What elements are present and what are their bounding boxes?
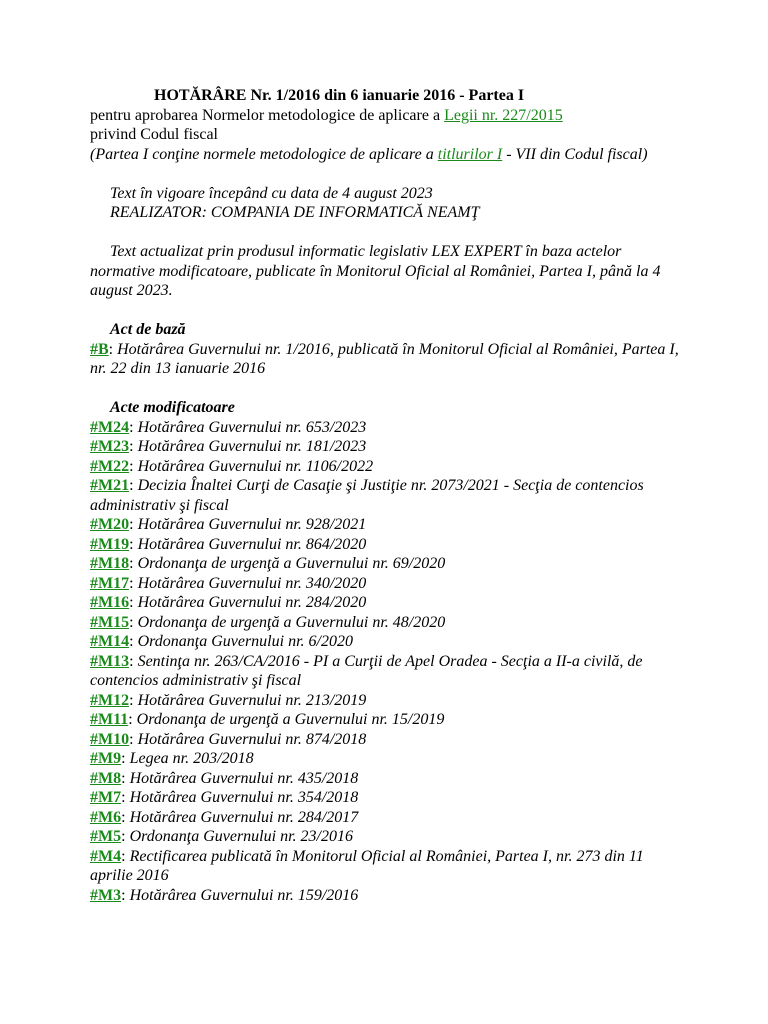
amending-act-entry: #M8: Hotărârea Guvernului nr. 435/2018 — [90, 769, 359, 787]
amending-act-text: Hotărârea Guvernului nr. 354/2018 — [129, 789, 359, 806]
amending-act-entry: #M7: Hotărârea Guvernului nr. 354/2018 — [90, 789, 359, 806]
amending-act-text: Hotărârea Guvernului nr. 284/2020 — [137, 594, 367, 611]
amending-acts-heading: Acte modificatoare — [110, 399, 235, 416]
amending-act-tag-link[interactable]: #M3 — [90, 886, 122, 904]
amending-act-tag-link[interactable]: #M11 — [90, 711, 129, 728]
amending-act-text: Hotărârea Guvernului nr. 653/2023 — [137, 418, 367, 436]
amending-act-text: Hotărârea Guvernului nr. 181/2023 — [137, 438, 367, 455]
base-act-heading: Act de bază — [110, 321, 186, 338]
amending-act-text: Ordonanţa Guvernului nr. 6/2020 — [137, 633, 353, 650]
base-act-entry: #B: Hotărârea Guvernului nr. 1/2016, publicată în Monitorul Oficial al României, Partea I, nr. 22 din 13 ianuarie 2016 — [90, 340, 679, 377]
document-note: (Partea I conţine normele metodologice de aplicare a titlurilor I - VII din Codul fiscal) — [90, 145, 648, 163]
amending-act-tag-link[interactable]: #M5 — [90, 828, 122, 845]
amending-act-text: Hotărârea Guvernului nr. 1106/2022 — [137, 457, 374, 475]
amending-act-entry: #M13: Sentinţa nr. 263/CA/2016 - PI a Curţii de Apel Oradea - Secţia a II-a civilă, de contencios administrativ şi fiscal — [90, 652, 643, 689]
document-title: HOTĂRÂRE Nr. 1/2016 din 6 ianuarie 2016 - Partea I — [154, 87, 525, 104]
amending-act-text: Decizia Înaltei Curţi de Casaţie şi Justiţie nr. 2073/2021 - Secţia de contencios administrativ şi fiscal — [90, 477, 644, 514]
amending-act-text: Hotărârea Guvernului nr. 874/2018 — [137, 730, 367, 748]
amending-act-text: Hotărârea Guvernului nr. 159/2016 — [129, 886, 359, 904]
titles-link[interactable]: titlurilor I — [437, 145, 503, 163]
amending-act-text: Hotărârea Guvernului nr. 340/2020 — [137, 574, 367, 592]
amending-act-tag-link[interactable]: #M8 — [90, 769, 122, 787]
amending-act-tag-link[interactable]: #M17 — [90, 574, 130, 592]
amending-act-tag-link[interactable]: #M6 — [90, 808, 122, 826]
producer-notice: REALIZATOR: COMPANIA DE INFORMATICĂ NEAMŢ — [110, 204, 480, 221]
amending-act-entry: #M24: Hotărârea Guvernului nr. 653/2023 — [90, 418, 367, 436]
amending-act-text: Ordonanţa de urgenţă a Guvernului nr. 15/2019 — [136, 711, 445, 728]
amending-act-tag-link[interactable]: #M12 — [90, 691, 130, 709]
amending-act-entry: #M5: Ordonanţa Guvernului nr. 23/2016 — [90, 828, 353, 845]
amending-act-entry: #M15: Ordonanţa de urgenţă a Guvernului nr. 48/2020 — [90, 613, 446, 631]
update-notice: Text actualizat prin produsul informatic legislativ LEX EXPERT în baza actelor normative modificatoare, publicate în Monitorul Oficial al României, Partea I, până la 4 august 2023. — [90, 243, 661, 299]
document-purpose-continued: privind Codul fiscal — [90, 126, 218, 143]
amending-act-tag-link[interactable]: #M24 — [90, 418, 130, 436]
amending-act-tag-link[interactable]: #M22 — [90, 457, 130, 475]
amending-act-entry: #M20: Hotărârea Guvernului nr. 928/2021 — [90, 516, 367, 533]
amending-act-text: Ordonanţa de urgenţă a Guvernului nr. 48/2020 — [137, 613, 446, 631]
amending-act-entry: #M22: Hotărârea Guvernului nr. 1106/2022 — [90, 457, 374, 475]
amending-act-tag-link[interactable]: #M16 — [90, 594, 130, 611]
amending-act-tag-link[interactable]: #M19 — [90, 535, 130, 553]
amending-act-text: Hotărârea Guvernului nr. 928/2021 — [137, 516, 367, 533]
amending-act-tag-link[interactable]: #M14 — [90, 633, 130, 650]
amending-act-tag-link[interactable]: #M23 — [90, 438, 130, 455]
amending-act-entry: #M10: Hotărârea Guvernului nr. 874/2018 — [90, 730, 367, 748]
amending-act-text: Hotărârea Guvernului nr. 213/2019 — [137, 691, 367, 709]
amending-act-text: Hotărârea Guvernului nr. 284/2017 — [129, 808, 359, 826]
amending-act-entry: #M21: Decizia Înaltei Curţi de Casaţie şi Justiţie nr. 2073/2021 - Secţia de contencios administrativ şi fiscal — [90, 477, 644, 514]
amending-act-text: Legea nr. 203/2018 — [129, 750, 254, 767]
amending-act-text: Hotărârea Guvernului nr. 864/2020 — [137, 535, 367, 553]
base-act-text: Hotărârea Guvernului nr. 1/2016, publicată în Monitorul Oficial al României, Partea I, nr. 22 din 13 ianuarie 2016 — [90, 340, 679, 377]
amending-act-text: Sentinţa nr. 263/CA/2016 - PI a Curţii de Apel Oradea - Secţia a II-a civilă, de contencios administrativ şi fiscal — [90, 652, 643, 689]
amending-act-entry: #M11: Ordonanţa de urgenţă a Guvernului nr. 15/2019 — [90, 711, 445, 728]
amending-act-tag-link[interactable]: #M15 — [90, 613, 130, 631]
amending-act-entry: #M4: Rectificarea publicată în Monitorul Oficial al României, Partea I, nr. 273 din 11 aprilie 2016 — [90, 847, 644, 884]
amending-act-entry: #M23: Hotărârea Guvernului nr. 181/2023 — [90, 438, 367, 455]
amending-act-tag-link[interactable]: #M20 — [90, 516, 130, 533]
document-purpose: pentru aprobarea Normelor metodologice de aplicare a Legii nr. 227/2015 — [90, 106, 563, 124]
amending-act-tag-link[interactable]: #M9 — [90, 750, 122, 767]
in-force-notice: Text în vigoare începând cu data de 4 august 2023 — [110, 184, 433, 202]
amending-act-entry: #M17: Hotărârea Guvernului nr. 340/2020 — [90, 574, 367, 592]
amending-act-entry: #M3: Hotărârea Guvernului nr. 159/2016 — [90, 886, 359, 904]
amending-act-tag-link[interactable]: #M4 — [90, 847, 122, 865]
law-227-2015-link[interactable]: Legii nr. 227/2015 — [444, 106, 563, 124]
amending-act-entry: #M16: Hotărârea Guvernului nr. 284/2020 — [90, 594, 367, 611]
amending-act-text: Ordonanţa de urgenţă a Guvernului nr. 69/2020 — [137, 555, 446, 572]
amending-act-text: Hotărârea Guvernului nr. 435/2018 — [129, 769, 359, 787]
amending-act-tag-link[interactable]: #M7 — [90, 789, 122, 806]
amending-act-tag-link[interactable]: #M10 — [90, 730, 130, 748]
document-page — [90, 86, 690, 905]
amending-act-tag-link[interactable]: #M21 — [90, 477, 130, 494]
amending-act-entry: #M9: Legea nr. 203/2018 — [90, 750, 254, 767]
amending-act-entry: #M19: Hotărârea Guvernului nr. 864/2020 — [90, 535, 367, 553]
amending-act-entry: #M6: Hotărârea Guvernului nr. 284/2017 — [90, 808, 359, 826]
amending-act-text: Rectificarea publicată în Monitorul Oficial al României, Partea I, nr. 273 din 11 aprilie 2016 — [90, 847, 644, 884]
amending-act-entry: #M14: Ordonanţa Guvernului nr. 6/2020 — [90, 633, 353, 650]
amending-act-tag-link[interactable]: #M13 — [90, 652, 130, 670]
amending-act-entry: #M18: Ordonanţa de urgenţă a Guvernului nr. 69/2020 — [90, 555, 446, 572]
amending-act-tag-link[interactable]: #M18 — [90, 555, 130, 572]
base-act-tag-link[interactable]: #B — [90, 340, 109, 358]
amending-act-entry: #M12: Hotărârea Guvernului nr. 213/2019 — [90, 691, 367, 709]
amending-act-text: Ordonanţa Guvernului nr. 23/2016 — [129, 828, 353, 845]
amending-acts-list — [90, 418, 690, 906]
